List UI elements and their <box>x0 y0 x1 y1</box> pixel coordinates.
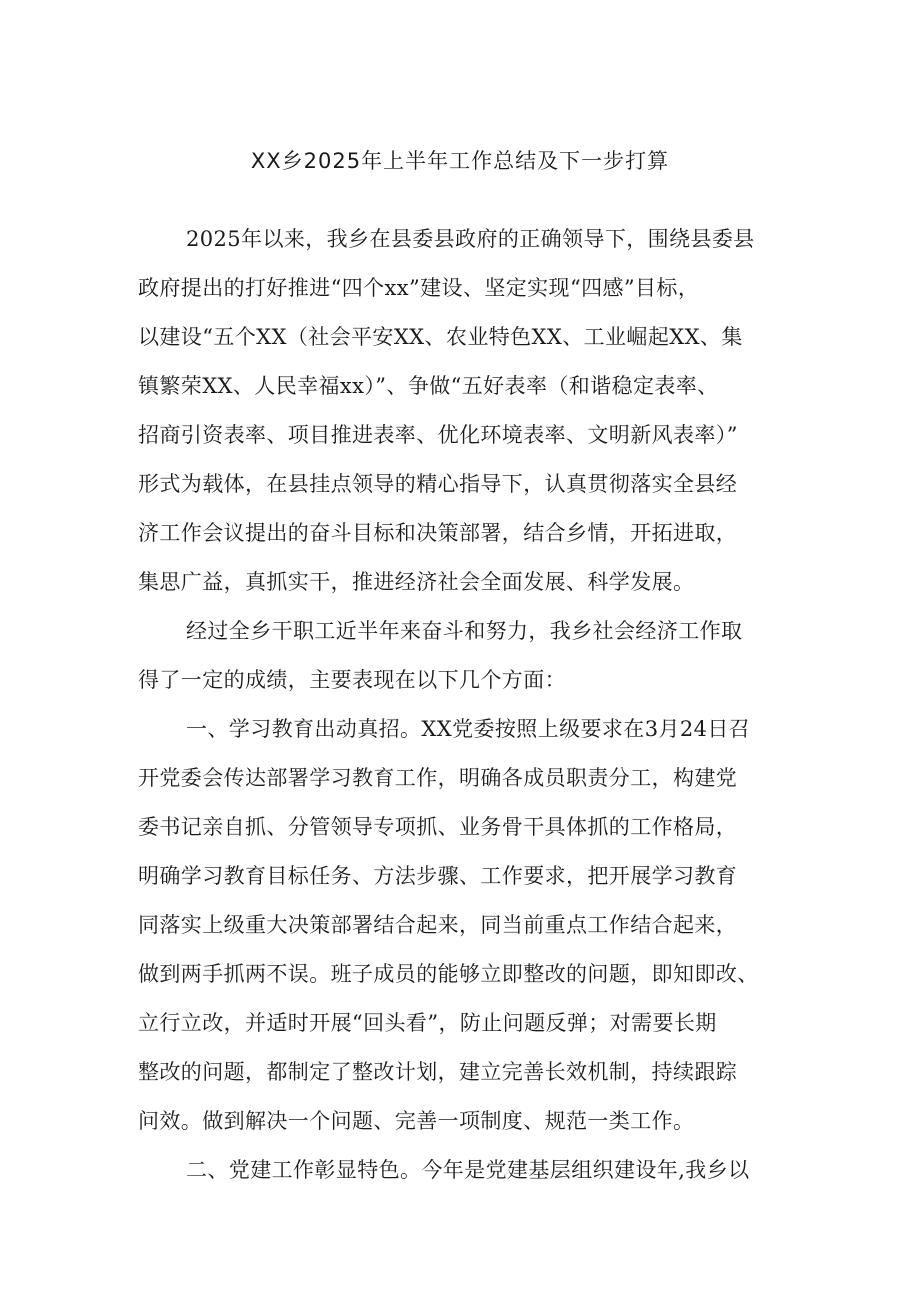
document-title: XX乡2025年上半年工作总结及下一步打算 <box>250 149 670 173</box>
achievements-line-2: 得了一定的成绩，主要表现在以下几个方面： <box>138 668 566 692</box>
intro-line-8: 集思广益，真抓实干，推进经济社会全面发展、科学发展。 <box>138 570 695 594</box>
section-one-line-7: 立行立改，并适时开展“回头看”，防止问题反弹；对需要长期 <box>138 1011 717 1035</box>
intro-line-4: 镇繁荣XX、人民幸福xx）”、争做“五好表率（和谐稳定表率、 <box>138 374 719 398</box>
intro-line-6: 形式为载体，在县挂点领导的精心指导下，认真贯彻落实全县经 <box>138 472 738 496</box>
intro-line-5: 招商引资表率、项目推进表率、优化环境表率、文明新风表率）” <box>138 423 738 447</box>
achievements-line-1: 经过全乡干职工近半年来奋斗和努力，我乡社会经济工作取 <box>186 619 743 643</box>
section-one-line-1: 一、学习教育出动真招。XX党委按照上级要求在3月24日召 <box>186 717 751 741</box>
section-one-line-3: 委书记亲自抓、分管领导专项抓、业务骨干具体抓的工作格局， <box>138 815 738 839</box>
section-one-line-2: 开党委会传达部署学习教育工作，明确各成员职责分工，构建党 <box>138 766 738 790</box>
section-one-line-9: 问效。做到解决一个问题、完善一项制度、规范一类工作。 <box>138 1109 695 1133</box>
intro-line-1: 2025年以来，我乡在县委县政府的正确领导下，围绕县委县 <box>186 227 755 251</box>
intro-line-7: 济工作会议提出的奋斗目标和决策部署，结合乡情，开拓进取， <box>138 521 738 545</box>
intro-line-3: 以建设“五个XX（社会平安XX、农业特色XX、工业崛起XX、集 <box>138 325 743 349</box>
section-two-line-1: 二、党建工作彰显特色。今年是党建基层组织建设年,我乡以 <box>186 1158 750 1182</box>
intro-line-2: 政府提出的打好推进“四个xx”建设、坚定实现“四感”目标， <box>138 276 700 300</box>
section-one-line-8: 整改的问题，都制定了整改计划，建立完善长效机制，持续跟踪 <box>138 1060 738 1084</box>
section-one-line-4: 明确学习教育目标任务、方法步骤、工作要求，把开展学习教育 <box>138 864 738 888</box>
section-one-line-5: 同落实上级重大决策部署结合起来，同当前重点工作结合起来， <box>138 913 738 937</box>
section-one-line-6: 做到两手抓两不误。班子成员的能够立即整改的问题，即知即改、 <box>138 962 759 986</box>
